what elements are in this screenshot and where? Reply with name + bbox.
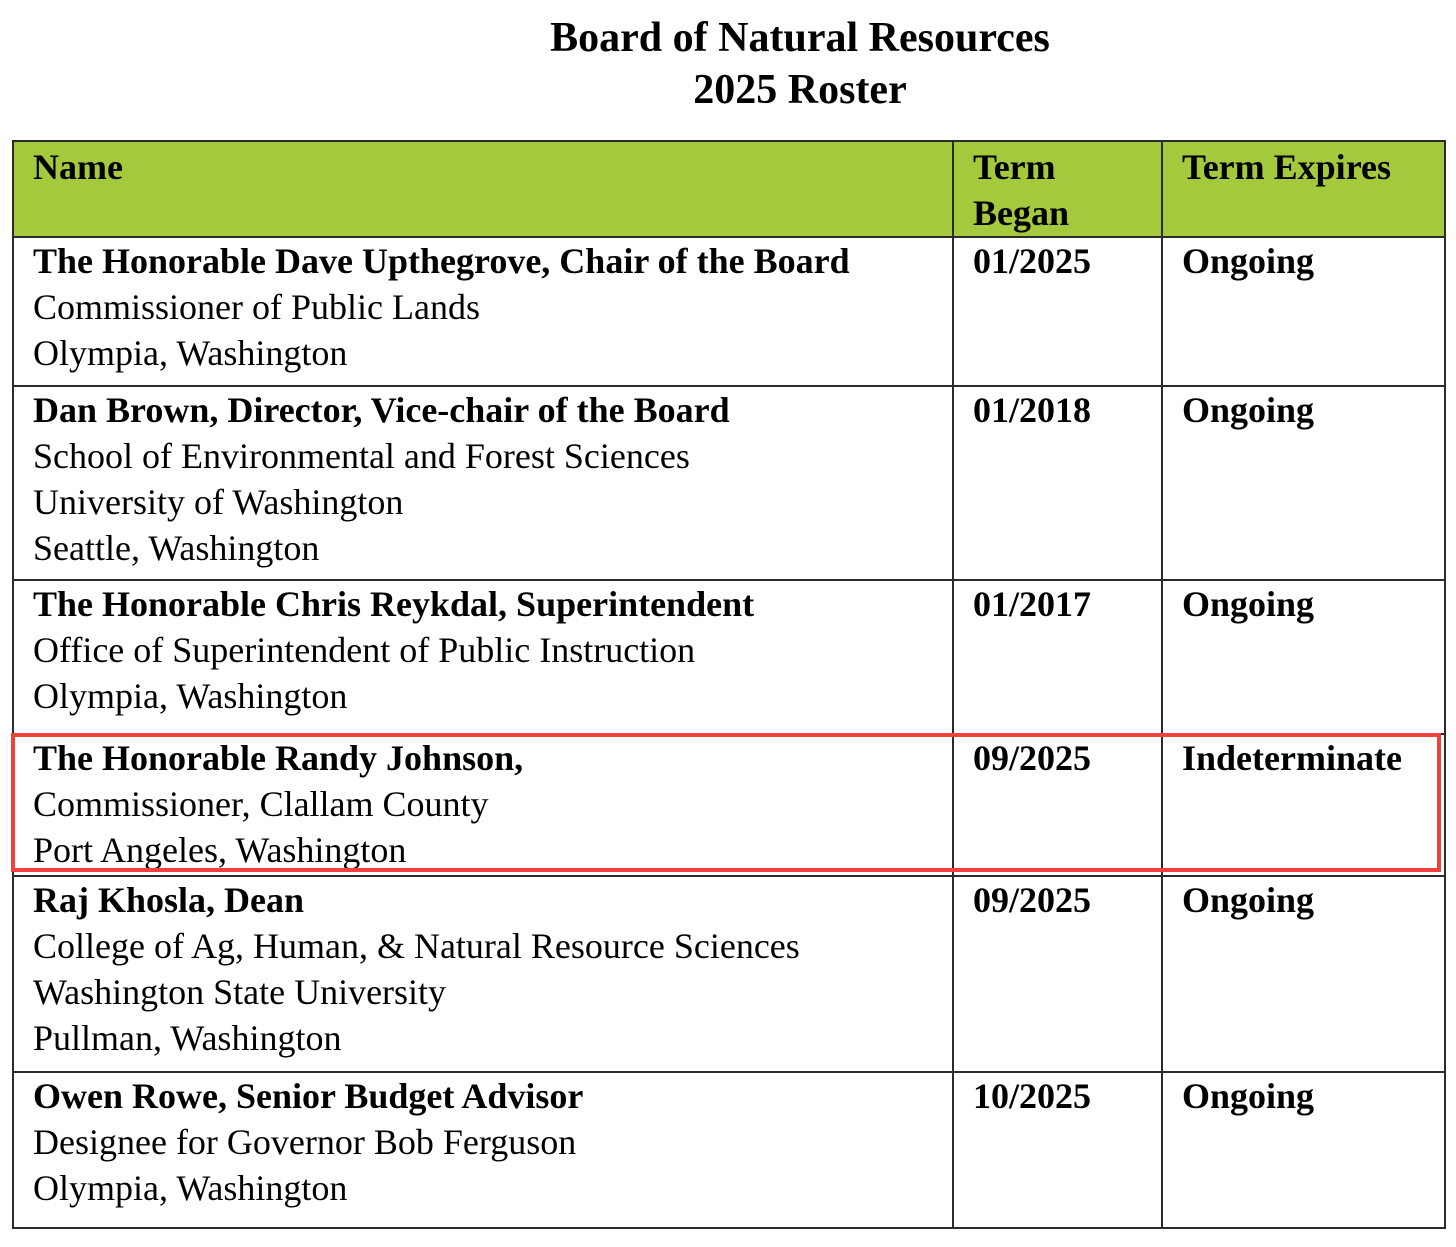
roster-table — [12, 140, 1446, 1229]
table-header-row — [13, 141, 1445, 237]
member-name: The Honorable Chris Reykdal, Superintendent — [33, 584, 755, 624]
member-name: Dan Brown, Director, Vice-chair of the Board — [33, 390, 730, 430]
member-name: Raj Khosla, Dean — [33, 880, 305, 920]
term-began-value: 01/2018 — [973, 390, 1092, 430]
term-began-cell — [953, 876, 1162, 1072]
member-name: The Honorable Randy Johnson, — [33, 738, 524, 778]
member-detail: Pullman, Washington — [33, 1018, 342, 1058]
header-term-began-line2: Began — [973, 193, 1070, 233]
member-detail: Seattle, Washington — [33, 528, 320, 568]
term-began-cell — [953, 386, 1162, 580]
member-detail: Commissioner of Public Lands — [33, 287, 480, 327]
header-name — [13, 141, 953, 237]
term-expires-value: Ongoing — [1182, 390, 1315, 430]
term-expires-value: Ongoing — [1182, 241, 1315, 281]
term-expires-value: Indeterminate — [1182, 738, 1402, 778]
member-detail: Office of Superintendent of Public Instruction — [33, 630, 696, 670]
header-name-label: Name — [33, 147, 123, 187]
header-term-began — [953, 141, 1162, 237]
table-row — [13, 734, 1445, 876]
member-cell — [13, 386, 953, 580]
term-began-value: 09/2025 — [973, 880, 1092, 920]
member-detail: Designee for Governor Bob Ferguson — [33, 1122, 577, 1162]
title-line-2: 2025 Roster — [693, 67, 907, 113]
member-cell — [13, 237, 953, 386]
member-name: The Honorable Dave Upthegrove, Chair of the Board — [33, 241, 850, 281]
term-began-cell — [953, 734, 1162, 876]
term-expires-cell — [1162, 1072, 1445, 1228]
member-cell — [13, 734, 953, 876]
term-began-value: 10/2025 — [973, 1076, 1092, 1116]
term-began-cell — [953, 237, 1162, 386]
table-row — [13, 1072, 1445, 1228]
member-detail: School of Environmental and Forest Sciences — [33, 436, 690, 476]
term-expires-cell — [1162, 237, 1445, 386]
table-row — [13, 876, 1445, 1072]
term-expires-cell — [1162, 734, 1445, 876]
member-detail: College of Ag, Human, & Natural Resource Sciences — [33, 926, 800, 966]
header-term-expires-label: Term Expires — [1182, 147, 1392, 187]
member-name: Owen Rowe, Senior Budget Advisor — [33, 1076, 584, 1116]
term-began-value: 09/2025 — [973, 738, 1092, 778]
table-row — [13, 386, 1445, 580]
member-cell — [13, 876, 953, 1072]
header-term-began-line1: Term — [973, 147, 1056, 187]
term-expires-value: Ongoing — [1182, 1076, 1315, 1116]
term-expires-cell — [1162, 876, 1445, 1072]
term-began-value: 01/2017 — [973, 584, 1092, 624]
table-row — [13, 580, 1445, 734]
member-detail: Olympia, Washington — [33, 333, 348, 373]
table-row — [13, 237, 1445, 386]
term-began-cell — [953, 580, 1162, 734]
member-cell — [13, 580, 953, 734]
member-detail: Olympia, Washington — [33, 1168, 348, 1208]
document-title — [0, 12, 1456, 116]
member-detail: Port Angeles, Washington — [33, 830, 407, 870]
member-cell — [13, 1072, 953, 1228]
member-detail: Commissioner, Clallam County — [33, 784, 489, 824]
member-detail: Washington State University — [33, 972, 447, 1012]
member-detail: University of Washington — [33, 482, 404, 522]
title-line-1: Board of Natural Resources — [550, 15, 1050, 61]
member-detail: Olympia, Washington — [33, 676, 348, 716]
term-expires-cell — [1162, 386, 1445, 580]
term-began-value: 01/2025 — [973, 241, 1092, 281]
term-began-cell — [953, 1072, 1162, 1228]
term-expires-cell — [1162, 580, 1445, 734]
term-expires-value: Ongoing — [1182, 584, 1315, 624]
header-term-expires — [1162, 141, 1445, 237]
term-expires-value: Ongoing — [1182, 880, 1315, 920]
